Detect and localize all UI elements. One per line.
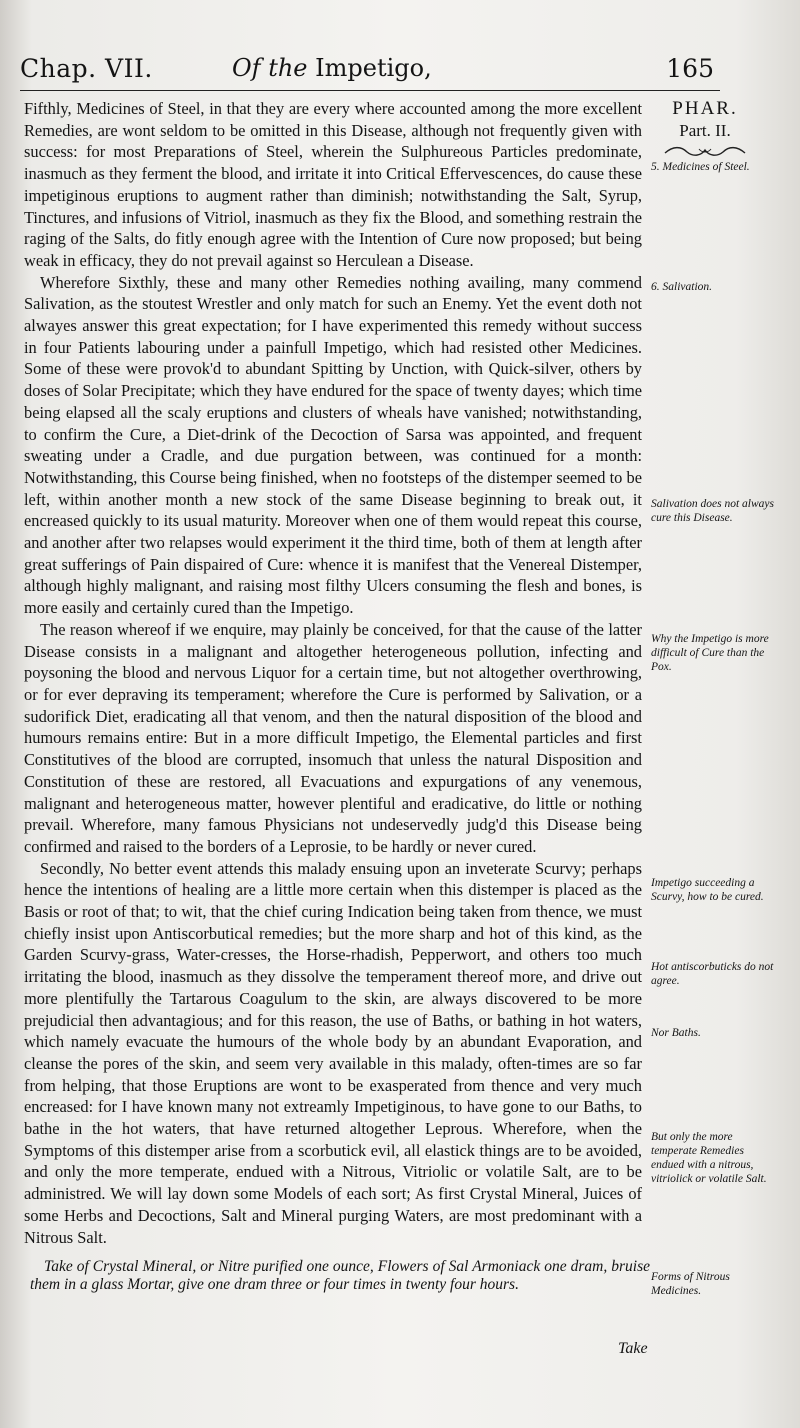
recipe-body: Take of Crystal Mineral, or Nitre purified one ounce, Flowers of Sal Armoniack one dram, bruise them in a glass Mortar, give one dram three or four times in twenty four hours. [30, 1258, 650, 1293]
paragraph-steel: Fifthly, Medicines of Steel, in that they are every where accounted among the more excellent Remedies, are wont seldom to be omitted in this Disease, although not frequently given with success: for most Preparations of Steel, wherein the Sulphureous Particles predominate, inasmuch as they ferment the blood, and irritate it into Critical Effervescences, do cause these impetiginous eruptions to augment rather than diminish; notwithstanding the Salt, Syrup, Tinctures, and infusions of Vitriol, inasmuch as they fix the Blood, and something restrain the raging of the Salts, do fitly enough agree with the Intention of Cure now proposed; but being weak in efficacy, they do not prevail against so Herculean a Disease. [24, 99, 642, 270]
paragraph-scurvy: Secondly, No better event attends this malady ensuing upon an inveterate Scurvy; perhaps hence the intentions of healing are a little more certain when this distemper is placed as the Basis or root of that; to wit, that the chief curing Indication being taken from thence, we must chiefly insist upon Antiscorbutical remedies; but the more sharp and hot of this kind, as the Garden Scurvy-grass, Water-cresses, the Horse-rhadish, Pepperwort, and others too much irritating the blood, inasmuch as they dissolve the temperament thereof more, and drive out more plentifully the Tartarous Coagulum to the skin, are always discovered to be more prejudicial then advantagious; and for this reason, the use of Baths, or bathing in hot waters, which namely evacuate the humours of the whole body by an abundant Evaporation, and cleanse the pores of the skin, and seem very available in this malady, often-times are so far from helping, that those Eruptions are wont to be exasperated from thence and very much encreased: for I have known many not extreamly Impetiginous, to have gone to our Baths, to bathe in the hot waters, that have returned altogether Leprous. Wherefore, when the Symptoms of this distemper arise from a scorbutick evil, all elastick things are to be avoided, and only the more temperate, endued with a Nitrous, Vitriolic or volatile Salt, are to be administred. We will lay down some Models of each sort; As first Crystal Mineral, Juices of some Herbs and Decoctions, Salt and Mineral purging Waters, are most predominant with a Nitrous Salt. [24, 858, 642, 1247]
margin-note-baths: Nor Baths. [651, 1027, 701, 1039]
margin-note-antiscorbuticks: Hot antiscorbuticks do not agree. [651, 961, 774, 987]
margin-note-scurvy: Impetigo succeeding a Scurvy, how to be cured. [651, 877, 764, 903]
margin-note-temperate: But only the more temperate Remedies endued with a nitrous, vitriolick or volatile Salt. [651, 1131, 767, 1185]
running-title-main: Impetigo, [315, 54, 432, 82]
flourish-ornament-icon [663, 144, 747, 158]
chapter-label: Chap. VII. [20, 54, 153, 83]
page-number: 165 [666, 54, 714, 83]
catchword: Take [618, 1340, 648, 1357]
margin-header-phar: PHAR. [672, 98, 738, 119]
margin-header-part: Part. II. [679, 121, 731, 140]
margin-note-steel: 5. Medicines of Steel. [651, 161, 750, 173]
running-head [20, 50, 720, 91]
paragraph-salivation: Wherefore Sixthly, these and many other Remedies nothing availing, many commend Salivation, as the stoutest Wrestler and only match for such an Enemy. Yet the event doth not alwayes answer this great expectation; for I have experimented this remedy without success in four Patients labouring under a painfull Impetigo, which had resisted other Medicines. Some of these were provok'd to abundant Spitting by Unction, with Quick-silver, others by doses of Solar Precipitate; which they have endured for the space of twenty dayes; which time being elapsed all the scaly eruptions and clusters of wheals have vanished; notwithstanding, to confirm the Cure, a Diet-drink of the Decoction of Sarsa was appointed, and frequent sweating under a Cradle, and due purgation between, was continued for a month: Notwithstanding, this Course being finished, when no footsteps of the distemper seemed to be left, within another month a new stock of the same Disease beginning to break out, it encreased quickly to its usual maturity. Moreover when one of them would repeat this course, and another after two relapses would experiment it the third time, both of them at length after great sufferings of Pain dispaired of Cure: whence it is manifest that the Venereal Distemper, although highly malignant, and raising most filthy Ulcers consuming the flesh and bones, is more easily and certainly cured than the Impetigo. [24, 272, 642, 618]
margin-note-impetigo-difficult: Why the Impetigo is more difficult of Cure than the Pox. [651, 633, 769, 673]
margin-note-salivation: 6. Salivation. [651, 281, 713, 293]
running-title-prefix: Of the [232, 54, 308, 82]
paragraph-reason: The reason whereof if we enquire, may plainly be conceived, for that the cause of the latter Disease consists in a malignant and altogether heterogeneous pollution, infecting and poysoning the blood and nervous Liquor for a certain time, but not altogether overthrowing, or for ever depraving its temperament; wherefore the Cure is performed by Salivation, or a sudorifick Diet, eradicating all that venom, and then the natural disposition of the blood and humours remains entire: But in a more difficult Impetigo, the Elemental particles and first Constitutives of the blood are corrupted, insomuch that unless the natural Disposition and Constitution of these are restored, all Evacuations and expurgations of any venemous, malignant and heterogeneous matter, however plentiful and eradicative, do little or nothing prevail. Wherefore, many famous Physicians not undeservedly judg'd this Disease being confirmed and raised to the borders of a Leprosie, to be hardly or never cured. [24, 619, 642, 856]
main-text [24, 98, 642, 1248]
margin-header [650, 98, 760, 158]
running-title [232, 54, 432, 82]
margin-note-salivation-fails: Salivation does not always cure this Disease. [651, 498, 774, 524]
margin-note-forms: Forms of Nitrous Medicines. [651, 1271, 730, 1297]
recipe-text [30, 1258, 650, 1294]
